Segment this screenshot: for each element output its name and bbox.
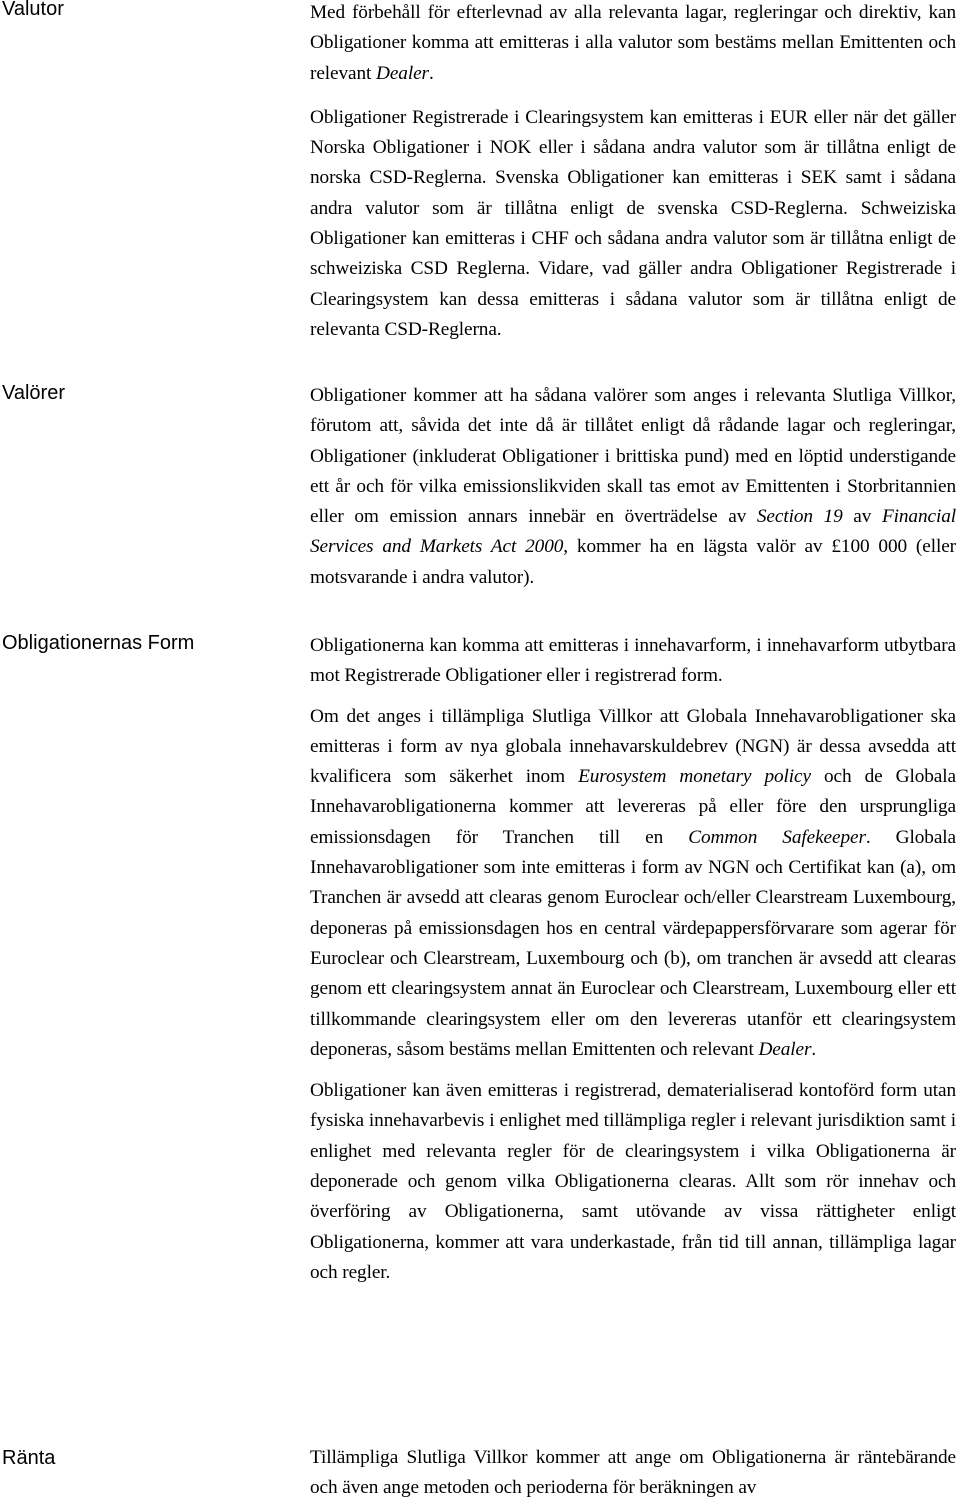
paragraph (310, 1443, 956, 1504)
italic-term: Section 19 (756, 506, 843, 528)
section-heading: Ränta (2, 1447, 56, 1469)
italic-term: Common Safekeeper (688, 826, 866, 848)
text-run: Om det anges i tillämpliga Slutliga Villkor att Globala Innehavarobligationer ska emitteras i form av nya globala innehavarskuldebrev (NGN) är dessa avsedda att kvalificera som säkerhet inom (310, 705, 956, 788)
section-body (310, 631, 956, 1288)
italic-term: Dealer (376, 62, 429, 84)
text-run: av (842, 506, 882, 528)
text-run: Obligationer kommer att ha sådana valörer som anges i relevanta Slutliga Villkor, förutom att, såvida det inte då är tillåtet enligt då rådande lagar och regleringar, Obligationer (inkluderat Obligationer i brittiska pund) med en löptid understigande ett år och för vilka emissionslikviden skall tas emot av Emittenten i Storbritannien eller om emission annars innebär en överträdelse av (310, 385, 956, 528)
paragraph (310, 103, 956, 345)
paragraph (310, 702, 956, 1066)
paragraph (310, 381, 956, 593)
section-body (310, 0, 956, 345)
text-run: . (811, 1038, 817, 1060)
italic-term: Financial Services and Markets Act 2000 (310, 506, 957, 558)
text-run: . (428, 62, 434, 84)
section-body (310, 1443, 956, 1504)
text-run: Tillämpliga Slutliga Villkor kommer att ange om Obligationerna är räntebärande och även ange metoden och perioderna för beräkningen av (310, 1447, 956, 1499)
text-run: Obligationer kan även emitteras i registrerad, dematerialiserad kontoförd form utan fysiska innehavarbevis i enlighet med tillämpliga regler i relevant jurisdiktion samt i enlighet med relevanta regler för de clearingsystem i vilka Obligationerna är deponerade och genom vilka Obligationerna clearas. Allt som rör innehav och överföring av Obligationerna, samt utövande av vissa rättigheter enligt Obligationerna, kommer att vara underkastade, från tid till annan, tillämpliga lagar och regler. (310, 1080, 956, 1283)
section-heading: Valörer (2, 382, 65, 404)
section-heading: Valutor (2, 0, 64, 20)
text-run: och de Globala Innehavarobligationerna kommer att levereras på eller före den ursprungliga emissionsdagen för Tranchen till en (310, 766, 956, 848)
paragraph (310, 631, 956, 692)
text-run: Obligationer Registrerade i Clearingsystem kan emitteras i EUR eller när det gäller Norska Obligationer i NOK eller i sådana andra valutor som är tillåtna enligt de norska CSD-Reglerna. Svenska Obligationer kan emitteras i SEK samt i sådana andra valutor som är tillåtna enligt de svenska CSD-Reglerna. Schweiziska Obligationer kan emitteras i CHF och sådana andra valutor som är tillåtna enligt de schweiziska CSD Reglerna. Vidare, vad gäller andra Obligationer Registrerade i Clearingsystem kan dessa emitteras i sådana valutor som är tillåtna enligt de relevanta CSD-Reglerna. (310, 106, 956, 340)
section-heading: Obligationernas Form (2, 632, 195, 654)
text-run: . Globala Innehavarobligationer som inte emitteras i form av NGN och Certifikat kan (a), om Tranchen är avsedd att clearas genom Euroclear och/eller Clearstream Luxembourg, deponeras på emissionsdagen hos en central värdepappersförvarare som agerar för Euroclear och Clearstream, Luxembourg och (b), om tranchen är avsedd att clearas genom ett clearingsystem annat än Euroclear och Clearstream, Luxembourg eller ett tillkommande clearingsystem eller om den levereras utanför ett clearingsystem deponeras, såsom bestäms mellan Emittenten och relevant (310, 826, 956, 1060)
text-run: Med förbehåll för efterlevnad av alla relevanta lagar, regleringar och direktiv, kan Obligationer komma att emitteras i alla valutor som bestäms mellan Emittenten och relevant (310, 2, 956, 84)
text-run: Obligationerna kan komma att emitteras i innehavarform, i innehavarform utbytbara mot Registrerade Obligationer eller i registrerad form. (310, 635, 956, 687)
paragraph (310, 0, 956, 89)
italic-term: Dealer (758, 1038, 812, 1060)
italic-term: Eurosystem monetary policy (578, 766, 811, 788)
paragraph (310, 1076, 956, 1288)
section-body (310, 381, 956, 593)
text-run: , kommer ha en lägsta valör av £100 000 (eller motsvarande i andra valutor). (310, 536, 956, 588)
